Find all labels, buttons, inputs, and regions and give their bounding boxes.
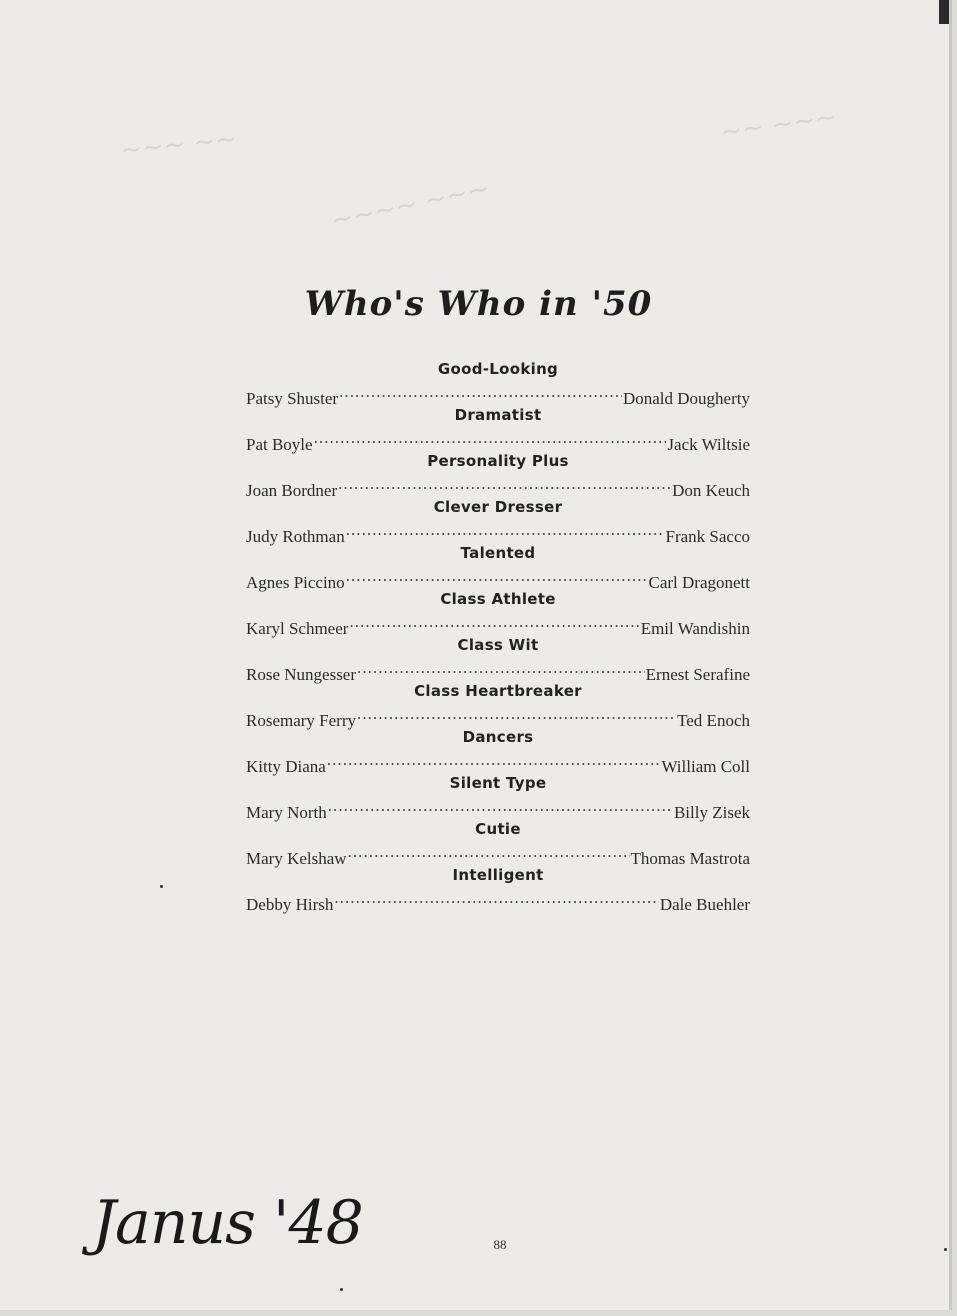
girl-winner: Joan Bordner xyxy=(246,481,338,500)
bleed-through-handwriting: ~~~~ ~~~ xyxy=(328,173,493,237)
boy-winner: Dale Buehler xyxy=(659,895,750,914)
boy-winner: Ernest Serafine xyxy=(645,665,750,684)
award-row xyxy=(246,426,750,454)
boy-winner: Thomas Mastrota xyxy=(630,849,750,868)
boy-winner: Donald Dougherty xyxy=(622,389,750,408)
dot-leader xyxy=(346,564,648,588)
award-category: Class Wit xyxy=(457,636,539,654)
girl-winner: Patsy Shuster xyxy=(246,389,339,408)
boy-winner: Carl Dragonett xyxy=(648,573,750,592)
award-row xyxy=(246,564,750,592)
girl-winner: Rosemary Ferry xyxy=(246,711,357,730)
dot-leader xyxy=(346,518,665,542)
yearbook-signature: Janus '48 xyxy=(92,1188,363,1258)
girl-winner: Judy Rothman xyxy=(246,527,345,546)
award-category: Class Athlete xyxy=(440,590,556,608)
award-row xyxy=(246,472,750,500)
award-row xyxy=(246,702,750,730)
bleed-through-handwriting: ~~ ~~~ xyxy=(718,101,839,149)
boy-winner: Don Keuch xyxy=(672,481,750,500)
scan-speck xyxy=(160,885,163,888)
award-row xyxy=(246,840,750,868)
award-entry xyxy=(246,358,750,408)
page-title: Who's Who in '50 xyxy=(304,284,653,324)
girl-winner: Debby Hirsh xyxy=(246,895,334,914)
award-category: Good-Looking xyxy=(437,360,559,378)
boy-winner: Billy Zisek xyxy=(673,803,750,822)
dot-leader xyxy=(328,794,673,818)
awards-list xyxy=(246,358,750,914)
dot-leader xyxy=(314,426,667,450)
award-row xyxy=(246,886,750,914)
scan-speck xyxy=(944,1248,947,1251)
scan-speck xyxy=(340,1288,343,1291)
girl-winner: Karyl Schmeer xyxy=(246,619,349,638)
award-row xyxy=(246,748,750,776)
boy-winner: Ted Enoch xyxy=(677,711,750,730)
dot-leader xyxy=(338,472,671,496)
dot-leader xyxy=(327,748,661,772)
award-category: Dancers xyxy=(462,728,534,746)
girl-winner: Mary North xyxy=(246,803,327,822)
award-row xyxy=(246,610,750,638)
scan-edge xyxy=(939,0,949,24)
award-category: Silent Type xyxy=(449,774,547,792)
boy-winner: William Coll xyxy=(661,757,750,776)
award-category: Clever Dresser xyxy=(433,498,563,516)
award-row xyxy=(246,380,750,408)
page-number: 88 xyxy=(493,1237,507,1252)
girl-winner: Pat Boyle xyxy=(246,435,313,454)
award-category: Cutie xyxy=(475,820,521,838)
award-category: Dramatist xyxy=(454,406,542,424)
boy-winner: Jack Wiltsie xyxy=(667,435,750,454)
award-row xyxy=(246,794,750,822)
boy-winner: Emil Wandishin xyxy=(640,619,750,638)
girl-winner: Kitty Diana xyxy=(246,757,326,776)
girl-winner: Agnes Piccino xyxy=(246,573,345,592)
dot-leader xyxy=(348,840,630,864)
dot-leader xyxy=(357,702,676,726)
boy-winner: Frank Sacco xyxy=(665,527,750,546)
dot-leader xyxy=(339,380,622,404)
girl-winner: Mary Kelshaw xyxy=(246,849,347,868)
award-row xyxy=(246,656,750,684)
dot-leader xyxy=(357,656,645,680)
dot-leader xyxy=(349,610,639,634)
girl-winner: Rose Nungesser xyxy=(246,665,357,684)
award-category: Talented xyxy=(460,544,536,562)
bleed-through-handwriting: ~~~ ~~ xyxy=(118,123,239,167)
award-category: Intelligent xyxy=(452,866,544,884)
dot-leader xyxy=(334,886,658,910)
award-category: Personality Plus xyxy=(427,452,569,470)
award-category: Class Heartbreaker xyxy=(414,682,582,700)
award-row xyxy=(246,518,750,546)
